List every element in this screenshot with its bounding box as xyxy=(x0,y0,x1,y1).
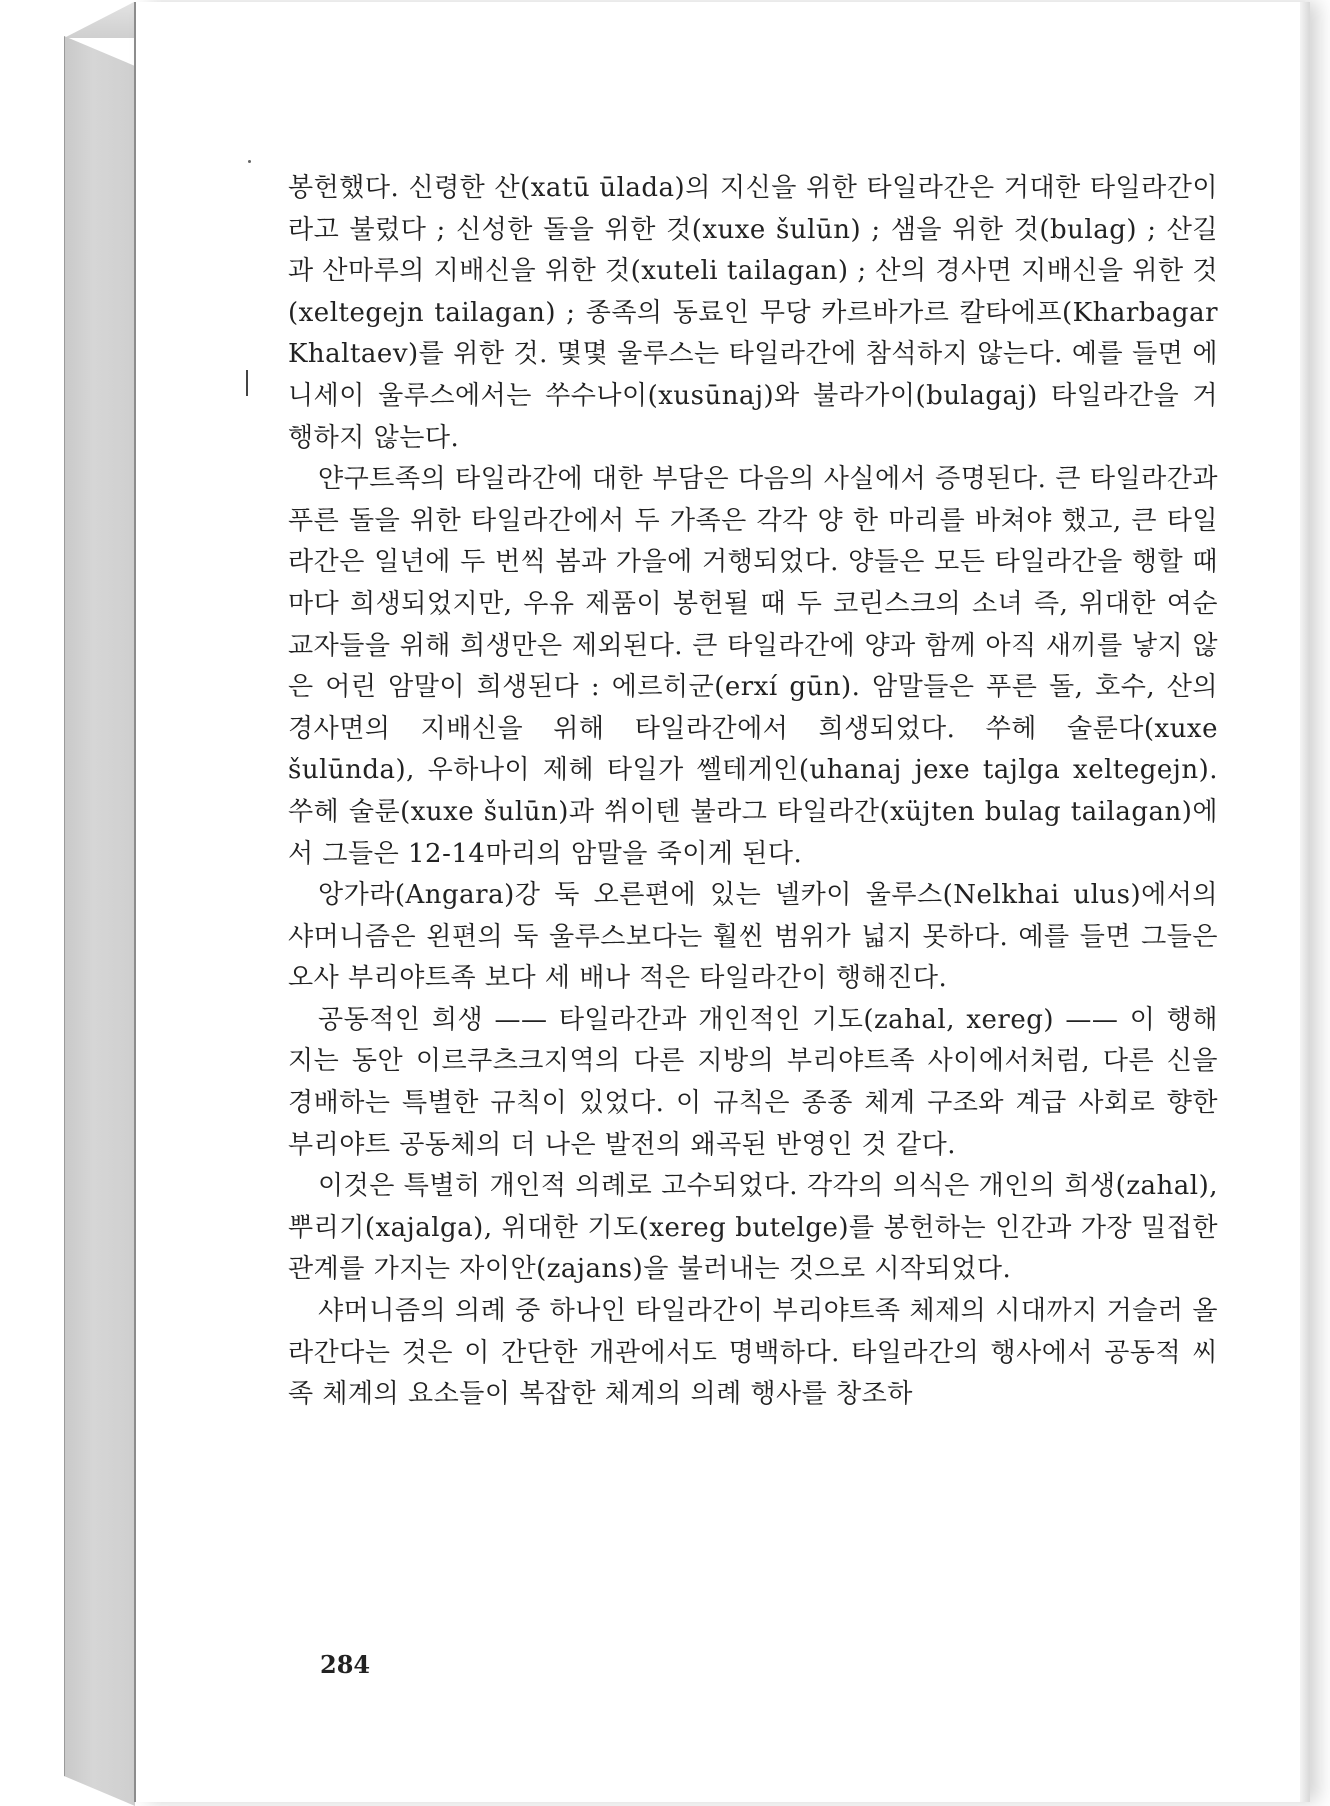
paragraph-5: 이것은 특별히 개인적 의례로 고수되었다. 각각의 의식은 개인의 희생(zahal), 뿌리기(xajalga), 위대한 기도(xereg butelge)를 봉헌하는 인간과 가장 밀접한 관계를 가지는 자이안(zajans)을 불러내는 것으로 시작되었다. xyxy=(288,1171,1218,1285)
page-number: 284 xyxy=(320,1650,371,1679)
paragraph-6: 샤머니즘의 의례 중 하나인 타일라간이 부리야트족 체제의 시대까지 거슬러 올라간다는 것은 이 간단한 개관에서도 명백하다. 타일라간의 행사에서 공동적 씨족 체계의 요소들이 복잡한 체계의 의례 행사를 창조하 xyxy=(288,1296,1218,1410)
book-spine xyxy=(64,36,135,1806)
margin-line-mark xyxy=(246,370,248,396)
paragraph-4: 공동적인 희생 —— 타일라간과 개인적인 기도(zahal, xereg) —— 이 행해지는 동안 이르쿠츠크지역의 다른 지방의 부리야트족 사이에서처럼, 다른 신을 경배하는 특별한 규칙이 있었다. 이 규칙은 종종 체계 구조와 계급 사회로 향한 부리야트 공동체의 더 나은 발전의 왜곡된 반영인 것 같다. xyxy=(288,1004,1218,1160)
paragraph-1: 봉헌했다. 신령한 산(xatū ūlada)의 지신을 위한 타일라간은 거대한 타일라간이라고 불렀다 ; 신성한 돌을 위한 것(xuxe šulūn) ; 샘을 위한 것(bulag) ; 산길과 산마루의 지배신을 위한 것(xuteli tailagan) ; 산의 경사면 지배신을 위한 것 (xeltegejn tailagan) ; 종족의 동료인 무당 카르바가르 칼타에프(Kharbagar Khaltaev)를 위한 것. 몇몇 울루스는 타일라간에 참석하지 않는다. 예를 들면 에니세이 울루스에서는 쑤수나이(xusūnaj)와 불라가이(bulagaj) 타일라간을 거행하지 않는다. xyxy=(288,173,1218,453)
page-right-edge xyxy=(1300,2,1310,1802)
paragraph-3: 앙가라(Angara)강 둑 오른편에 있는 넬카이 울루스(Nelkhai ulus)에서의 샤머니즘은 왼편의 둑 울루스보다는 훨씬 범위가 넓지 못하다. 예를 들면 그들은 오사 부리야트족 보다 세 배나 적은 타일라간이 행해진다. xyxy=(288,880,1218,994)
paragraph-2: 얀구트족의 타일라간에 대한 부담은 다음의 사실에서 증명된다. 큰 타일라간과 푸른 돌을 위한 타일라간에서 두 가족은 각각 양 한 마리를 바쳐야 했고, 큰 타일라간은 일년에 두 번씩 봄과 가을에 거행되었다. 양들은 모든 타일라간을 행할 때마다 희생되었지만, 우유 제품이 봉헌될 때 두 코린스크의 소녀 즉, 위대한 여순교자들을 위해 희생만은 제외된다. 큰 타일라간에 양과 함께 아직 새끼를 낳지 않은 어린 암말이 희생된다 : 에르히군(erxí gūn). 암말들은 푸른 돌, 호수, 산의 경사면의 지배신을 위해 타일라간에서 희생되었다. 쑤헤 술룬다(xuxe šulūnda), 우하나이 제헤 타일가 쎌테게인(uhanaj jexe tajlga xeltegejn). 쑤헤 술룬(xuxe šulūn)과 쒸이텐 불라그 타일라간(xüjten bulag tailagan)에서 그들은 12-14마리의 암말을 죽이게 된다. xyxy=(288,464,1218,869)
margin-dot xyxy=(248,160,251,163)
page-body-text xyxy=(288,168,1218,1416)
